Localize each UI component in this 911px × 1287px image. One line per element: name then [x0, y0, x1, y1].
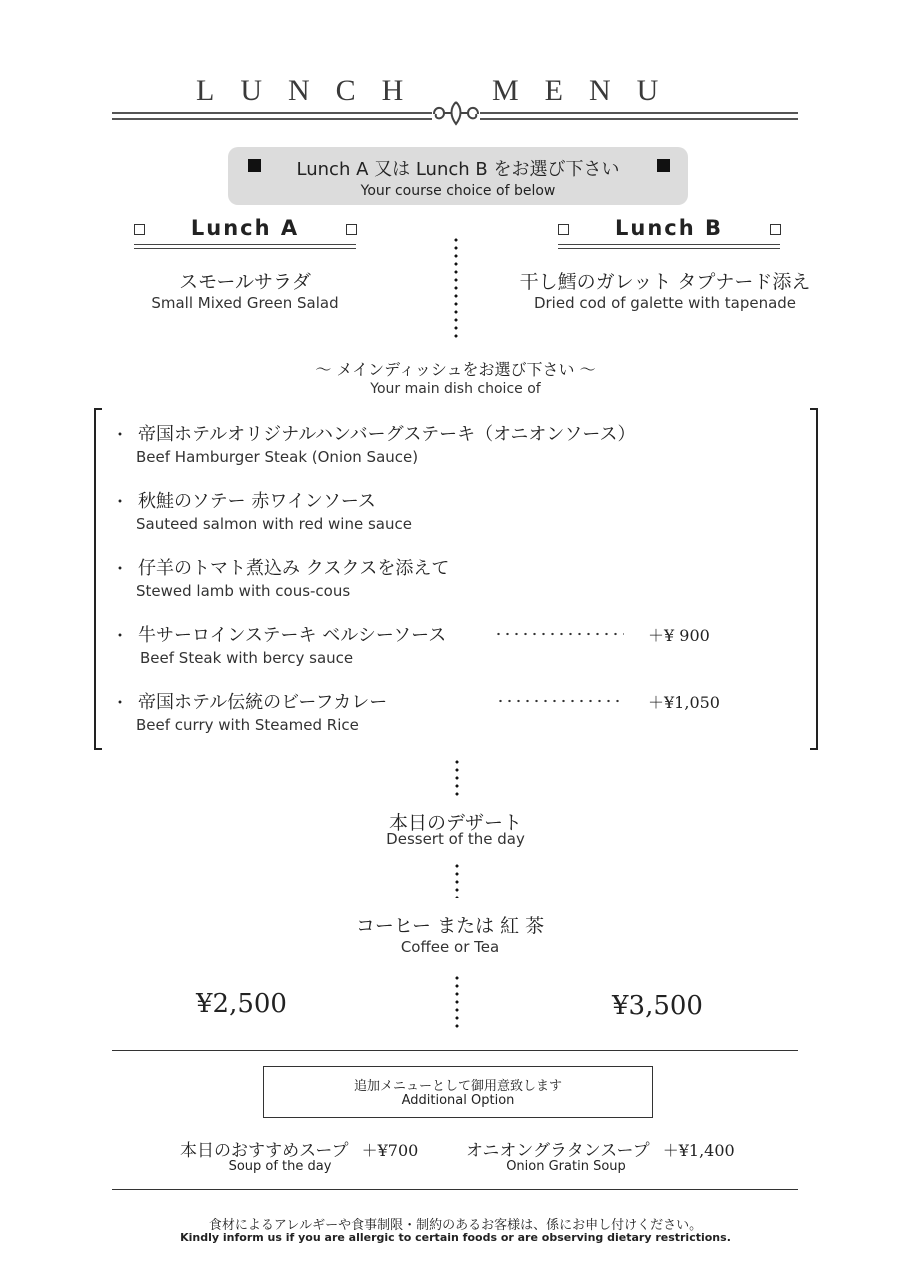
bullet: ・: [112, 492, 129, 511]
lunch-a-starter-en: Small Mixed Green Salad: [151, 294, 339, 312]
title-rule-left-bottom: [112, 118, 432, 120]
dish-name-jp: 帝国ホテルオリジナルハンバーグステーキ（オニオンソース）: [138, 424, 636, 445]
bracket-left: [94, 408, 102, 750]
title-rule-left-top: [112, 112, 432, 114]
dessert-jp: 本日のデザート: [388, 812, 522, 834]
leader-dots: [494, 632, 624, 636]
lunch-b-price: ¥3,500: [612, 991, 703, 1021]
allergy-notice-jp: 食材によるアレルギーや食事制限・制約のあるお客様は、係にお申し付けください。: [208, 1218, 703, 1233]
drink-en: Coffee or Tea: [400, 938, 500, 956]
dish-name-jp: 帝国ホテル伝統のビーフカレー: [138, 692, 388, 713]
bracket-right: [810, 408, 818, 750]
bullet: ・: [112, 626, 129, 645]
allergy-notice-en: Kindly inform us if you are allergic to certain foods or are observing dietary restrictions.: [180, 1231, 731, 1244]
addon-price: ＋¥1,400: [662, 1141, 735, 1160]
dish-name-en: Sauteed salmon with red wine sauce: [136, 515, 412, 533]
dish-name-en: Beef curry with Steamed Rice: [136, 716, 359, 734]
bullet: ・: [112, 559, 129, 578]
lunch-a-underline: [134, 244, 356, 245]
additional-title-jp: 追加メニューとして御用意致します: [353, 1079, 562, 1094]
addon-name-jp: オニオングラタンスープ: [466, 1141, 650, 1161]
banner-main-text: Lunch A 又は Lunch B をお選び下さい: [296, 159, 620, 180]
dotted-divider: [454, 236, 458, 340]
upcharge-price: ＋¥1,050: [648, 693, 720, 712]
addon-name-en: Onion Gratin Soup: [506, 1159, 626, 1174]
ornament-icon: [430, 98, 482, 128]
leader-dots: [496, 699, 624, 703]
dish-name-en: Beef Hamburger Steak (Onion Sauce): [136, 448, 419, 466]
lunch-b-underline: [558, 248, 780, 249]
dish-name-en: Beef Steak with bercy sauce: [140, 649, 354, 667]
dish-name-jp: 仔羊のトマト煮込み クスクスを添えて: [138, 558, 450, 579]
lunch-a-label: Lunch A: [190, 216, 300, 240]
title-rule-right-top: [480, 112, 798, 114]
main-dish-list: [112, 420, 802, 750]
addon-name-jp: 本日のおすすめスープ: [180, 1141, 349, 1161]
dotted-divider: [455, 758, 459, 796]
lunch-b-starter-en: Dried cod of galette with tapenade: [533, 294, 797, 312]
title-lunch: LUNCH: [196, 74, 430, 107]
bullet: ・: [112, 425, 129, 444]
dessert-en: Dessert of the day: [386, 830, 525, 848]
dotted-divider: [455, 862, 459, 898]
course-choice-banner: [228, 147, 688, 205]
lunch-a-price: ¥2,500: [196, 989, 287, 1019]
lunch-b-starter-jp: 干し鱈のガレット タプナード添え: [519, 271, 811, 293]
upcharge-price: ＋¥ 900: [648, 626, 710, 645]
lunch-a-starter-jp: スモールサラダ: [179, 271, 311, 293]
title-menu: MENU: [492, 74, 685, 107]
bullet: ・: [112, 693, 129, 712]
dish-name-en: Stewed lamb with cous-cous: [136, 582, 351, 600]
title-rule-right-bottom: [480, 118, 798, 120]
section-divider: [112, 1189, 798, 1190]
main-dish-heading-jp: ～ メインディッシュをお選び下さい ～: [315, 360, 596, 379]
lunch-b-underline: [558, 244, 780, 245]
additional-option-box: [263, 1066, 653, 1118]
main-dish-heading-en: Your main dish choice of: [370, 381, 541, 397]
addon-item: [180, 1136, 418, 1161]
lunch-b-label: Lunch B: [615, 216, 723, 240]
drink-jp: コーヒー または 紅 茶: [355, 915, 545, 937]
banner-sub-text: Your course choice of below: [360, 183, 556, 199]
dotted-divider: [455, 974, 459, 1030]
lunch-a-underline: [134, 248, 356, 249]
addon-name-en: Soup of the day: [228, 1159, 332, 1174]
section-divider: [112, 1050, 798, 1051]
addon-item: [466, 1136, 735, 1161]
addon-price: ＋¥700: [361, 1141, 419, 1160]
dish-name-jp: 秋鮭のソテー 赤ワインソース: [138, 491, 376, 512]
additional-title-en: Additional Option: [401, 1093, 515, 1108]
dish-name-jp: 牛サーロインステーキ ベルシーソース: [138, 625, 447, 646]
